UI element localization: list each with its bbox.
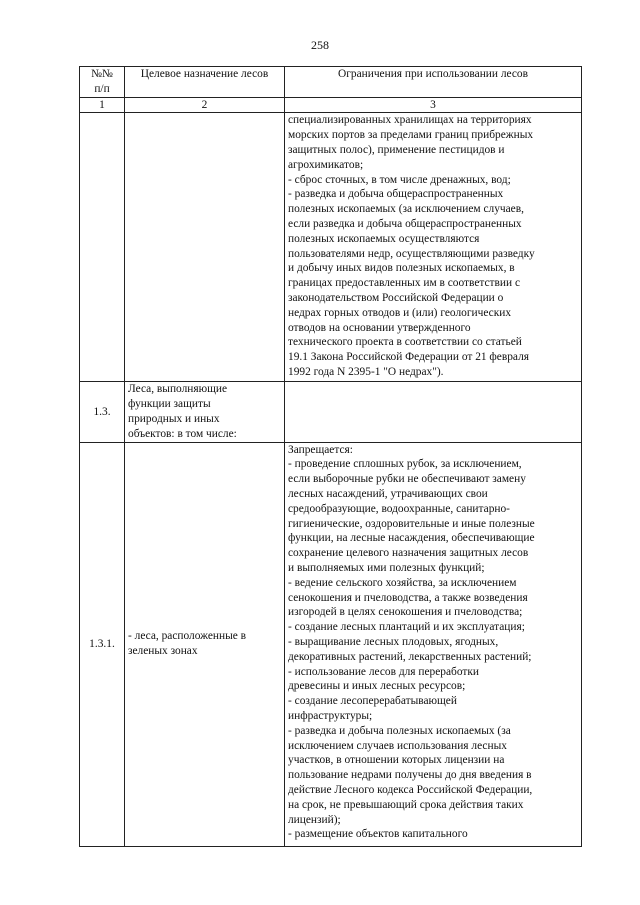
restriction-text-line: - разведка и добыча общераспространенных	[288, 188, 504, 201]
row-1-3-1-purpose	[125, 442, 285, 846]
row-1-3-1-number: 1.3.1.	[80, 442, 125, 846]
forest-restrictions-table	[79, 66, 582, 847]
table-row-continuation	[80, 113, 582, 382]
column-numbers-row	[80, 97, 582, 113]
continuation-purpose-cell	[125, 113, 285, 382]
restriction-text-line: агрохимикатов;	[288, 158, 364, 171]
restriction-text-line: и добычу иных видов полезных ископаемых, в	[288, 262, 515, 275]
restriction-text-line: сенокошения и пчеловодства, а также возведения	[288, 591, 528, 604]
restriction-text-line: участков, в отношении которых лицензии на	[288, 754, 505, 767]
header-purpose-cell: Целевое назначение лесов	[125, 67, 285, 98]
column-number-1: 1	[80, 97, 125, 113]
restriction-text-line: - выращивание лесных плодовых, ягодных,	[288, 635, 499, 648]
header-number-cell	[80, 67, 125, 98]
purpose-text-line: зеленых зонах	[128, 645, 198, 658]
restriction-text-line: на срок, не превышающий срока действия таких	[288, 798, 524, 811]
restriction-text-line: пользование недрами получены до дня введения в	[288, 769, 532, 782]
restriction-text-line: полезных ископаемых (за исключением случаев,	[288, 203, 524, 216]
restriction-text-line: - ведение сельского хозяйства, за исключением	[288, 576, 517, 589]
column-number-2: 2	[125, 97, 285, 113]
restriction-text-line: средообразующие, водоохранные, санитарно-	[288, 502, 510, 515]
purpose-text-line: Леса, выполняющие	[128, 383, 228, 396]
restriction-text-line: защитных полос), применение пестицидов и	[288, 143, 505, 156]
row-1-3-1-restrictions	[285, 442, 582, 846]
restriction-text-line: законодательством Российской Федерации о	[288, 291, 504, 304]
restriction-text-line: - проведение сплошных рубок, за исключением,	[288, 458, 522, 471]
restriction-text-line: - размещение объектов капитального	[288, 828, 468, 841]
restriction-text-line: 19.1 Закона Российской Федерации от 21 февраля	[288, 351, 530, 364]
restriction-text-line: лесных насаждений, утрачивающих свои	[288, 487, 488, 500]
restriction-text-line: специализированных хранилищах на территориях	[288, 114, 532, 127]
restriction-text-line: - создание лесоперерабатывающей	[288, 695, 457, 708]
header-number-line2: п/п	[94, 82, 110, 95]
purpose-text-line: природных и иных	[128, 412, 220, 425]
restriction-text-line: пользователями недр, осуществляющими разведку	[288, 247, 535, 260]
restriction-text-line: - разведка и добыча полезных ископаемых (за	[288, 724, 511, 737]
restriction-text-line: 1992 года N 2395-1 "О недрах").	[288, 365, 444, 378]
page-number: 258	[311, 38, 329, 52]
restriction-text-line: лицензий);	[288, 813, 341, 826]
restriction-text-line: границах предоставленных им в соответствии с	[288, 277, 521, 290]
restriction-text-line: если разведка и добыча общераспространенных	[288, 217, 522, 230]
restriction-text-line: - создание лесных плантаций и их эксплуатация;	[288, 621, 525, 634]
header-row	[80, 67, 582, 98]
restriction-text-line: декоративных растений, лекарственных растений;	[288, 650, 532, 663]
restriction-text-line: функции, на лесные насаждения, обеспечивающие	[288, 532, 535, 545]
restriction-text-line: технического проекта в соответствии со статьей	[288, 336, 522, 349]
restriction-text-line: древесины и иных лесных ресурсов;	[288, 680, 466, 693]
row-1-3-number: 1.3.	[80, 382, 125, 442]
restriction-text-line: полезных ископаемых осуществляются	[288, 232, 480, 245]
restriction-text-line: и выполняемых ими полезных функций;	[288, 561, 485, 574]
restriction-text-line: Запрещается:	[288, 443, 353, 456]
continuation-number-cell	[80, 113, 125, 382]
continuation-restrictions-cell	[285, 113, 582, 382]
table-row-1-3-1	[80, 442, 582, 846]
restriction-text-line: гигиенические, оздоровительные и иные полезные	[288, 517, 535, 530]
column-number-3: 3	[285, 97, 582, 113]
purpose-text-line: функции защиты	[128, 398, 211, 411]
restriction-text-line: инфраструктуры;	[288, 709, 373, 722]
restriction-text-line: исключением случаев использования лесных	[288, 739, 507, 752]
restriction-text-line: - сброс сточных, в том числе дренажных, вод;	[288, 173, 511, 186]
table-row-1-3	[80, 382, 582, 442]
restriction-text-line: изгородей в целях сенокошения и пчеловодства;	[288, 606, 523, 619]
row-1-3-purpose	[125, 382, 285, 442]
restriction-text-line: если выборочные рубки не обеспечивают замену	[288, 473, 526, 486]
header-restrictions-cell: Ограничения при использовании лесов	[285, 67, 582, 98]
restriction-text-line: морских портов за пределами границ прибрежных	[288, 129, 534, 142]
restriction-text-line: действие Лесного кодекса Российской Федерации,	[288, 783, 533, 796]
restriction-text-line: недрах горных отводов и (или) геологических	[288, 306, 512, 319]
purpose-text-line: - леса, расположенные в	[128, 630, 247, 643]
restriction-text-line: отводов на основании утвержденного	[288, 321, 471, 334]
restriction-text-line: сохранение целевого назначения защитных лесов	[288, 547, 529, 560]
purpose-text-line: объектов: в том числе:	[128, 427, 237, 440]
restriction-text-line: - использование лесов для переработки	[288, 665, 479, 678]
header-number-line1: №№	[91, 68, 113, 80]
row-1-3-restrictions	[285, 382, 582, 442]
